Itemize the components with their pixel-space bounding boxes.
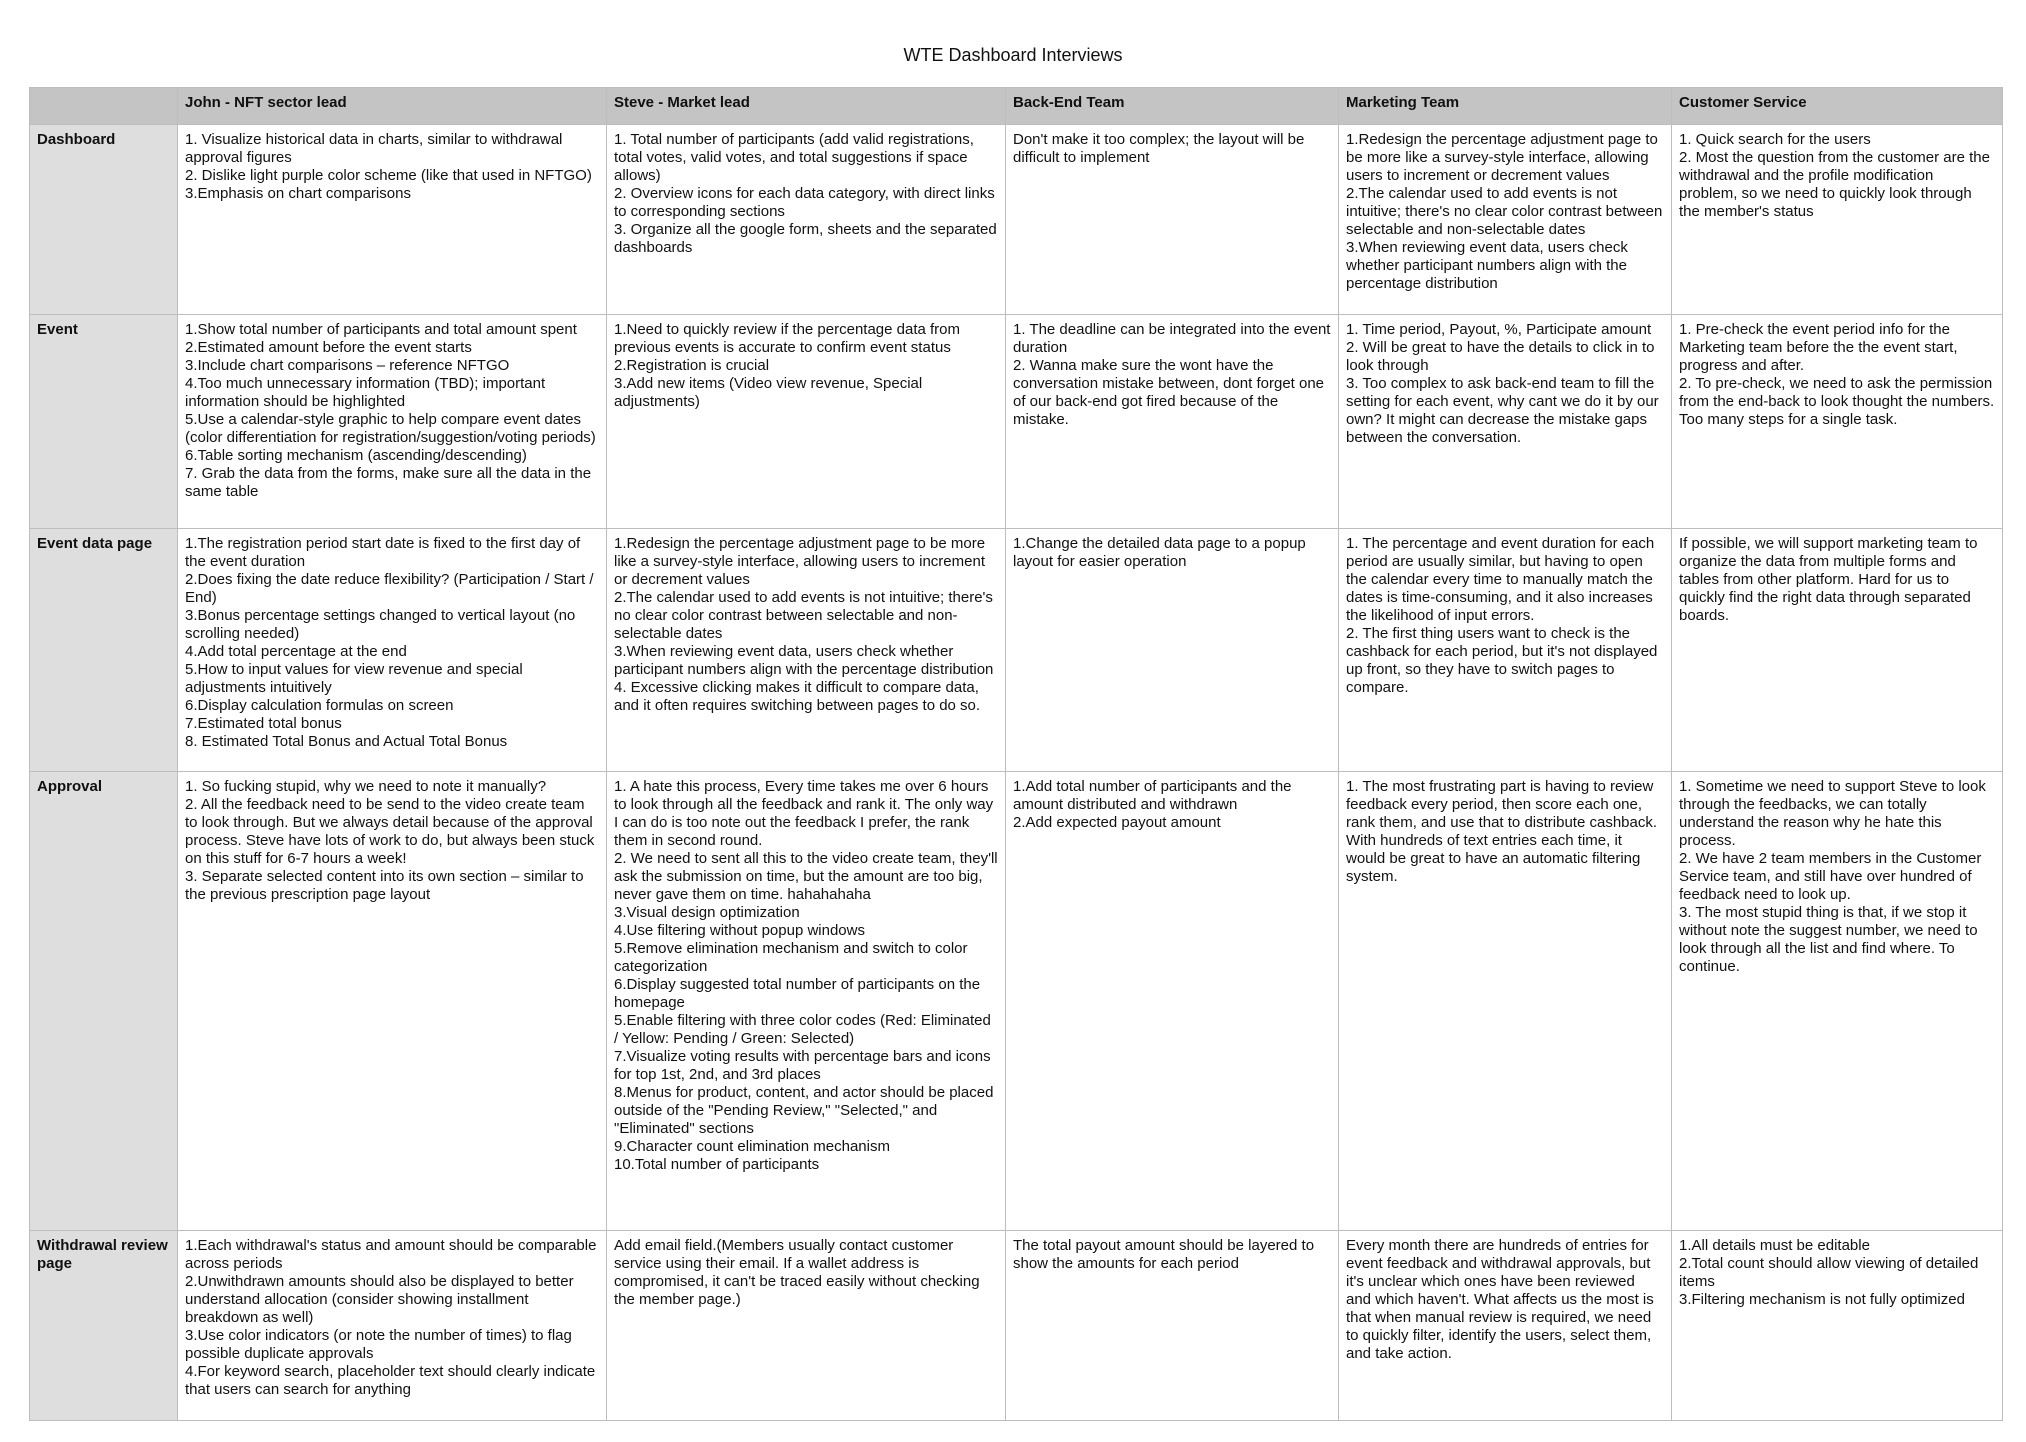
column-header-steve: Steve - Market lead (607, 88, 1006, 125)
table-cell: Add email field.(Members usually contact customer service using their email. If a wallet address is compromised, it can't be traced easily without checking the member page.) (607, 1231, 1006, 1421)
table-cell: 1.Each withdrawal's status and amount should be comparable across periods 2.Unwithdrawn amounts should also be displayed to better understand allocation (consider showing installment breakdown as well) 3.Use color indicators (or note the number of times) to flag possible duplicate approvals 4.For keyword search, placeholder text should clearly indicate that users can search for anything (178, 1231, 607, 1421)
table-row-event-data-page (30, 529, 2003, 772)
column-header-marketing: Marketing Team (1339, 88, 1672, 125)
table-cell: 1.Redesign the percentage adjustment page to be more like a survey-style interface, allowing users to increment or decrement values 2.The calendar used to add events is not intuitive; there's no clear color contrast between selectable and non-selectable dates 3.When reviewing event data, users check whether participant numbers align with the percentage distribution (1339, 125, 1672, 315)
row-header-approval: Approval (30, 772, 178, 1231)
table-cell: 1.All details must be editable 2.Total count should allow viewing of detailed items 3.Filtering mechanism is not fully optimized (1672, 1231, 2003, 1421)
table-cell: 1. The deadline can be integrated into the event duration 2. Wanna make sure the wont have the conversation mistake between, dont forget one of our back-end got fired because of the mistake. (1006, 315, 1339, 529)
table-cell: 1. Quick search for the users 2. Most the question from the customer are the withdrawal and the profile modification problem, so we need to quickly look through the member's status (1672, 125, 2003, 315)
table-cell: If possible, we will support marketing team to organize the data from multiple forms and tables from other platform. Hard for us to quickly find the right data through separated boards. (1672, 529, 2003, 772)
table-cell: 1. Total number of participants (add valid registrations, total votes, valid votes, and total suggestions if space allows) 2. Overview icons for each data category, with direct links to corresponding sections 3. Organize all the google form, sheets and the separated dashboards (607, 125, 1006, 315)
table-cell: 1.Show total number of participants and total amount spent 2.Estimated amount before the event starts 3.Include chart comparisons – reference NFTGO 4.Too much unnecessary information (TBD); important information should be highlighted 5.Use a calendar-style graphic to help compare event dates (color differentiation for registration/suggestion/voting periods) 6.Table sorting mechanism (ascending/descending) 7. Grab the data from the forms, make sure all the data in the same table (178, 315, 607, 529)
table-cell: The total payout amount should be layered to show the amounts for each period (1006, 1231, 1339, 1421)
row-header-event: Event (30, 315, 178, 529)
interview-table (29, 87, 2003, 1421)
table-cell: 1. Pre-check the event period info for the Marketing team before the the event start, progress and after. 2. To pre-check, we need to ask the permission from the end-back to look thought the numbers. Too many steps for a single task. (1672, 315, 2003, 529)
table-cell: Every month there are hundreds of entries for event feedback and withdrawal approvals, but it's unclear which ones have been reviewed and which haven't. What affects us the most is that when manual review is required, we need to quickly filter, identify the users, select them, and take action. (1339, 1231, 1672, 1421)
table-cell: 1.Need to quickly review if the percentage data from previous events is accurate to confirm event status 2.Registration is crucial 3.Add new items (Video view revenue, Special adjustments) (607, 315, 1006, 529)
page-title: WTE Dashboard Interviews (903, 45, 1123, 65)
row-header-event-data-page: Event data page (30, 529, 178, 772)
table-cell: Don't make it too complex; the layout will be difficult to implement (1006, 125, 1339, 315)
table-cell: 1. A hate this process, Every time takes me over 6 hours to look through all the feedback and rank it. The only way I can do is too note out the feedback I prefer, the rank them in second round. 2. We need to sent all this to the video create team, they'll ask the submission on time, but the amount are too big, never gave them on time. hahahahaha 3.Visual design optimization 4.Use filtering without popup windows 5.Remove elimination mechanism and switch to color categorization 6.Display suggested total number of participants on the homepage 5.Enable filtering with three color codes (Red: Eliminated / Yellow: Pending / Green: Selected) 7.Visualize voting results with percentage bars and icons for top 1st, 2nd, and 3rd places 8.Menus for product, content, and actor should be placed outside of the "Pending Review," "Selected," and "Eliminated" sections 9.Character count elimination mechanism 10.Total number of participants (607, 772, 1006, 1231)
table-cell: 1.Redesign the percentage adjustment page to be more like a survey-style interface, allowing users to increment or decrement values 2.The calendar used to add events is not intuitive; there's no clear color contrast between selectable and non-selectable dates 3.When reviewing event data, users check whether participant numbers align with the percentage distribution 4. Excessive clicking makes it difficult to compare data, and it often requires switching between pages to do so. (607, 529, 1006, 772)
table-row-approval (30, 772, 2003, 1231)
row-header-withdrawal-review-page: Withdrawal review page (30, 1231, 178, 1421)
table-cell: 1. Visualize historical data in charts, similar to withdrawal approval figures 2. Dislike light purple color scheme (like that used in NFTGO) 3.Emphasis on chart comparisons (178, 125, 607, 315)
row-header-dashboard: Dashboard (30, 125, 178, 315)
table-cell: 1.The registration period start date is fixed to the first day of the event duration 2.Does fixing the date reduce flexibility? (Participation / Start / End) 3.Bonus percentage settings changed to vertical layout (no scrolling needed) 4.Add total percentage at the end 5.How to input values for view revenue and special adjustments intuitively 6.Display calculation formulas on screen 7.Estimated total bonus 8. Estimated Total Bonus and Actual Total Bonus (178, 529, 607, 772)
table-cell: 1. The most frustrating part is having to review feedback every period, then score each one, rank them, and use that to distribute cashback. With hundreds of text entries each time, it would be great to have an automatic filtering system. (1339, 772, 1672, 1231)
column-header-back-end: Back-End Team (1006, 88, 1339, 125)
table-row-dashboard (30, 125, 2003, 315)
column-header-customer-service: Customer Service (1672, 88, 2003, 125)
table-cell: 1. Sometime we need to support Steve to look through the feedbacks, we can totally understand the reason why he hate this process. 2. We have 2 team members in the Customer Service team, and still have over hundred of feedback need to look up. 3. The most stupid thing is that, if we stop it without note the suggest number, we need to look through all the list and find where. To continue. (1672, 772, 2003, 1231)
table-cell: 1.Add total number of participants and the amount distributed and withdrawn 2.Add expected payout amount (1006, 772, 1339, 1231)
table-row-event (30, 315, 2003, 529)
table-cell: 1. Time period, Payout, %, Participate amount 2. Will be great to have the details to click in to look through 3. Too complex to ask back-end team to fill the setting for each event, why cant we do it by our own? It might can decrease the mistake gaps between the conversation. (1339, 315, 1672, 529)
table-cell: 1. The percentage and event duration for each period are usually similar, but having to open the calendar every time to manually match the dates is time-consuming, and it also increases the likelihood of input errors. 2. The first thing users want to check is the cashback for each period, but it's not displayed up front, so they have to switch pages to compare. (1339, 529, 1672, 772)
table-row-withdrawal-review-page (30, 1231, 2003, 1421)
column-header-john: John - NFT sector lead (178, 88, 607, 125)
table-cell: 1.Change the detailed data page to a popup layout for easier operation (1006, 529, 1339, 772)
header-corner-cell (30, 88, 178, 125)
header-row (30, 88, 2003, 125)
table-cell: 1. So fucking stupid, why we need to note it manually? 2. All the feedback need to be send to the video create team to look through. But we always detail because of the approval process. Steve have lots of work to do, but always been stuck on this stuff for 6-7 hours a week! 3. Separate selected content into its own section – similar to the previous prescription page layout (178, 772, 607, 1231)
